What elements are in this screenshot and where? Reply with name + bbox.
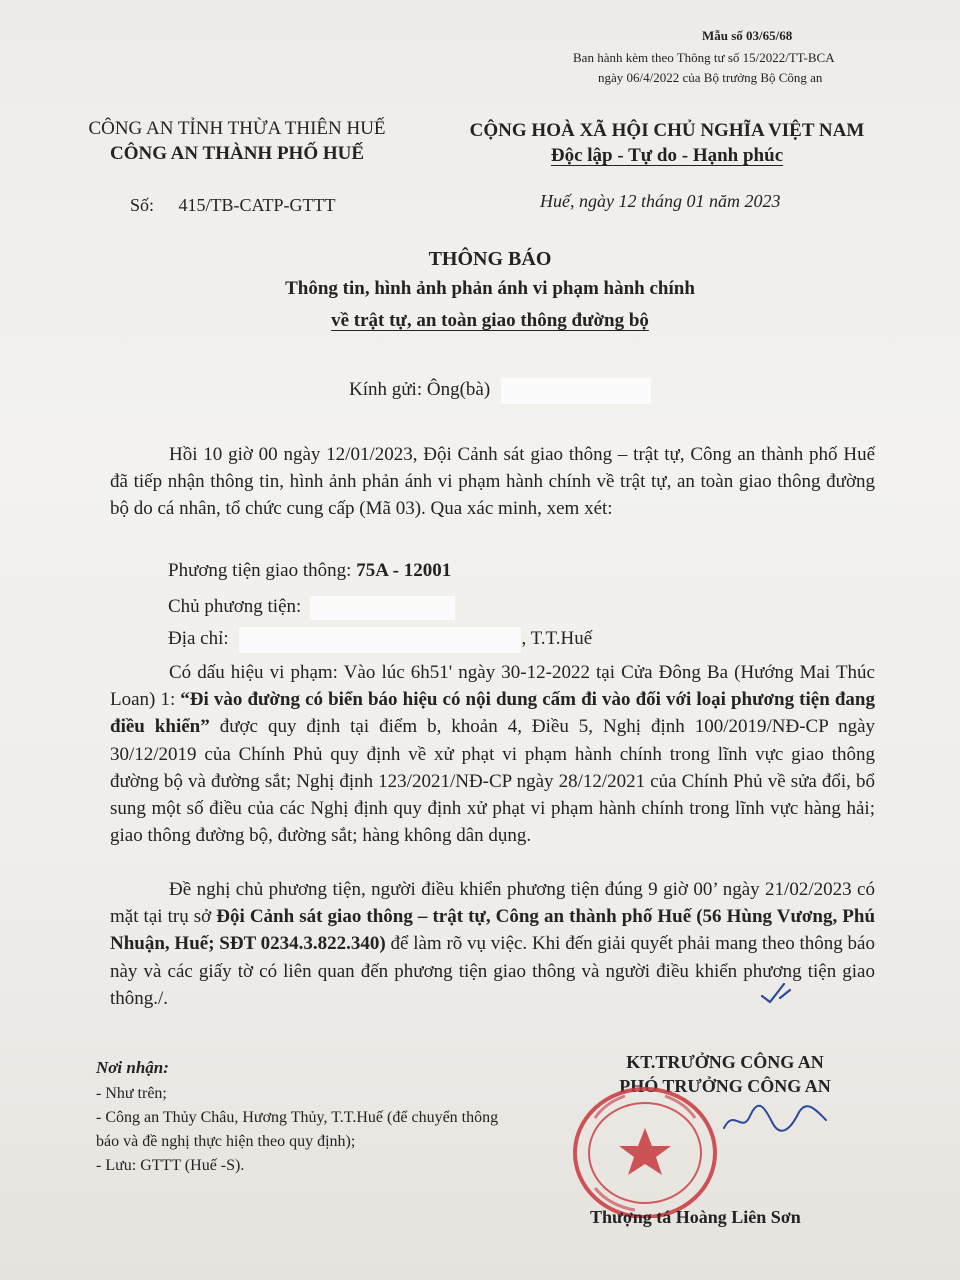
- violation-legal-basis: được quy định tại điểm b, khoản 4, Điều 5, Nghị định 100/2019/NĐ-CP ngày 30/12/2019 của Chính Phủ quy định về xử phạt vi phạm hành chính trong lĩnh vực giao thông đường bộ và đường sắt; Nghị định 123/2021/NĐ-CP ngày 28/12/2021 của Chính Phủ về sửa đổi, bổ sung một số điều của các Nghị định quy định xử phạt vi phạm hành chính trong lĩnh vực hàng hải; giao thông đường bộ, đường sắt; hàng không dân dụng.: [110, 716, 875, 847]
- sign-authority: KT.TRƯỞNG CÔNG AN: [626, 1052, 824, 1072]
- form-code: Mẫu số 03/65/68: [702, 28, 793, 43]
- owner-line: [168, 593, 455, 620]
- recipient-item: - Công an Thủy Châu, Hương Thủy, T.T.Huế (để chuyển thông báo và đề nghị thực hiện theo quy định);: [96, 1109, 499, 1150]
- state-motto: Độc lập - Tự do - Hạnh phúc: [550, 145, 784, 166]
- state-name: CỘNG HOÀ XÃ HỘI CHỦ NGHĨA VIỆT NAM: [469, 120, 865, 141]
- address-suffix: , T.T.Huế: [521, 628, 593, 649]
- violation-paragraph: [110, 659, 875, 849]
- address-label: Địa chỉ:: [168, 628, 229, 649]
- vehicle-line: [168, 557, 451, 584]
- violation-description: “Đi vào đường có biển báo hiệu có nội dung cấm đi vào đối với loại phương tiện đang điều khiển”: [110, 689, 875, 738]
- redacted-name: [501, 378, 651, 404]
- doc-number: 415/TB-CATP-GTTT: [178, 195, 336, 215]
- recipient-item: - Như trên;: [96, 1085, 167, 1102]
- request-location: Đội Cảnh sát giao thông – trật tự, Công an thành phố Huế (56 Hùng Vương, Phú Nhuận, Huế; SĐT 0234.3.822.340): [110, 906, 876, 955]
- form-issue-line-1: Ban hành kèm theo Thông tư số 15/2022/TT-BCA: [573, 50, 835, 65]
- salutation: [349, 376, 651, 404]
- recipients-list: [96, 1082, 506, 1178]
- agency-parent: CÔNG AN TỈNH THỪA THIÊN HUẾ: [88, 118, 386, 139]
- salutation-label: Kính gửi: Ông(bà): [349, 379, 491, 400]
- agency-name: CÔNG AN THÀNH PHỐ HUẾ: [109, 143, 365, 164]
- intro-paragraph: Hồi 10 giờ 00 ngày 12/01/2023, Đội Cảnh sát giao thông – trật tự, Công an thành phố Huế đã tiếp nhận thông tin, hình ảnh phản ánh vi phạm hành chính về trật tự, an toàn giao thông đường bộ do cá nhân, tổ chức cung cấp (Mã 03). Qua xác minh, xem xét:: [110, 444, 875, 520]
- vehicle-plate: 75A - 12001: [356, 560, 452, 581]
- doc-number-line: [130, 195, 336, 216]
- subtitle-line-2: về trật tự, an toàn giao thông đường bộ: [331, 310, 649, 331]
- doc-title: THÔNG BÁO: [428, 248, 552, 270]
- vehicle-label: Phương tiện giao thông:: [168, 560, 352, 581]
- signature-icon: [720, 1100, 830, 1140]
- owner-label: Chủ phương tiện:: [168, 596, 302, 617]
- address-line: [168, 625, 592, 653]
- redacted-address: [239, 627, 521, 653]
- recipient-item: - Lưu: GTTT (Huế -S).: [96, 1157, 245, 1174]
- redacted-owner: [310, 596, 455, 620]
- doc-number-label: Số:: [130, 195, 155, 215]
- violation-prefix: Có dấu hiệu vi phạm: Vào lúc 6h51' ngày 30-12-2022 tại Cửa Đông Ba (Hướng Mai Thúc Loan) 1:: [110, 662, 875, 711]
- form-issue-line-2: ngày 06/4/2022 của Bộ trưởng Bộ Công an: [598, 70, 823, 85]
- official-seal-icon: [565, 1078, 740, 1218]
- request-suffix: để làm rõ vụ việc. Khi đến giải quyết phải mang theo thông báo này và các giấy tờ có liên quan đến phương tiện giao thông và người điều khiển phương tiện giao thông./.: [110, 933, 875, 1009]
- sign-position: PHÓ TRƯỞNG CÔNG AN: [619, 1076, 831, 1096]
- checkmark-icon: [760, 980, 800, 1010]
- recipients-label: Nơi nhận:: [96, 1058, 169, 1077]
- signer-name: Thượng tá Hoàng Liên Sơn: [590, 1207, 801, 1227]
- subtitle-line-1: Thông tin, hình ảnh phản ánh vi phạm hành chính: [285, 278, 695, 299]
- request-prefix: Đề nghị chủ phương tiện, người điều khiển phương tiện đúng 9 giờ 00’ ngày 21/02/2023 có mặt tại trụ sở: [110, 879, 875, 928]
- place-date: Huế, ngày 12 tháng 01 năm 2023: [540, 191, 781, 211]
